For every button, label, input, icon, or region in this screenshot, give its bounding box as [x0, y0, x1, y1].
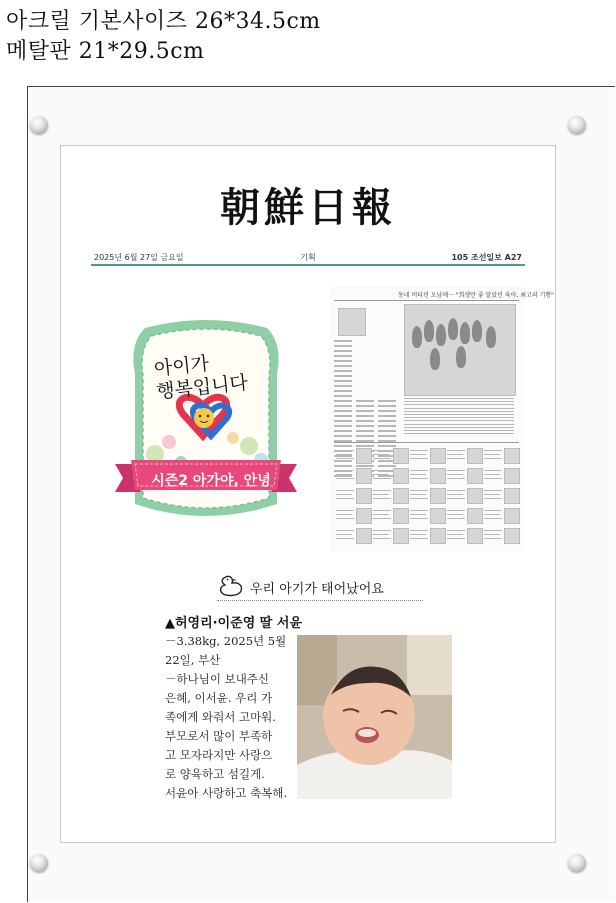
screw-icon	[568, 116, 586, 134]
mini-text-line	[334, 395, 352, 397]
birth-entry-text	[165, 632, 295, 803]
mini-person-icon	[430, 348, 440, 370]
badge-frame-icon	[111, 314, 301, 534]
mini-baby-thumbnail	[356, 468, 372, 484]
mini-text-line	[484, 470, 502, 471]
birth-entry-line: 족에게 와줘서 고마워.	[165, 710, 276, 724]
mini-text-line	[334, 445, 352, 447]
metal-plate	[60, 145, 556, 843]
mini-text-line	[336, 450, 354, 451]
mini-text-line	[334, 385, 352, 387]
mini-text-line	[336, 454, 352, 455]
mini-text-line	[410, 494, 426, 495]
mini-text-line	[404, 404, 514, 405]
mini-text-line	[378, 415, 396, 417]
mini-baby-thumbnail	[504, 508, 520, 524]
mini-text-line	[336, 490, 354, 491]
mini-text-line	[334, 400, 352, 402]
mini-baby-thumbnail	[430, 488, 446, 504]
mini-text-line	[410, 458, 428, 459]
mini-text-line	[447, 458, 465, 459]
birth-entry-line: 로 양육하고 섬길게.	[165, 767, 265, 781]
mini-text-line	[447, 450, 465, 451]
mini-text-line	[373, 454, 389, 455]
announcement-divider	[217, 600, 423, 601]
mini-text-line	[334, 430, 352, 432]
mini-text-line	[447, 530, 465, 531]
newspaper-masthead: 朝鮮日報	[220, 184, 396, 231]
mini-text-line	[447, 498, 465, 499]
mini-text-line	[378, 405, 396, 407]
mini-text-line	[336, 538, 354, 539]
screw-icon	[30, 116, 48, 134]
mini-text-line	[484, 514, 500, 515]
mini-text-line	[334, 435, 352, 437]
mini-text-line	[410, 490, 428, 491]
mini-text-line	[356, 445, 374, 447]
mini-text-line	[334, 360, 352, 362]
issue-date: 2025년 6월 27일 금요일	[94, 253, 184, 262]
metal-size-label: 메탈판 21*29.5cm	[6, 39, 205, 64]
mini-text-line	[334, 410, 352, 412]
mini-text-line	[410, 530, 428, 531]
baby-photo-icon	[297, 635, 452, 799]
mini-person-icon	[460, 322, 470, 344]
mini-text-line	[373, 510, 391, 511]
mini-text-line	[484, 534, 500, 535]
mini-text-line	[336, 494, 352, 495]
mini-newspaper-page	[330, 286, 554, 552]
baby-photo	[297, 635, 452, 799]
mini-text-line	[447, 510, 465, 511]
mini-baby-thumbnail	[467, 468, 483, 484]
mini-baby-thumbnail	[430, 528, 446, 544]
mini-text-line	[447, 490, 465, 491]
mini-text-line	[373, 498, 391, 499]
mini-text-line	[356, 405, 374, 407]
mini-person-icon	[472, 320, 482, 342]
mini-text-line	[373, 530, 391, 531]
mini-baby-thumbnail	[467, 508, 483, 524]
mini-text-line	[373, 534, 389, 535]
mini-text-line	[410, 450, 428, 451]
mini-text-line	[356, 410, 374, 412]
mini-text-line	[373, 478, 391, 479]
mini-text-line	[334, 390, 352, 392]
mini-text-line	[336, 530, 354, 531]
mini-text-line	[356, 415, 374, 417]
mini-baby-thumbnail	[356, 508, 372, 524]
mini-baby-thumbnail	[393, 468, 409, 484]
mini-text-line	[336, 470, 354, 471]
mini-baby-thumbnail	[393, 528, 409, 544]
mini-text-line	[334, 380, 352, 382]
mini-text-line	[484, 454, 500, 455]
acrylic-size-label: 아크릴 기본사이즈 26*34.5cm	[6, 9, 321, 34]
birth-entry-line: －3.38kg, 2025년 5월	[165, 634, 287, 648]
mini-text-line	[334, 365, 352, 367]
mini-text-line	[404, 424, 514, 425]
mini-text-line	[373, 518, 391, 519]
mini-baby-thumbnail	[504, 448, 520, 464]
mini-text-line	[336, 534, 352, 535]
mini-text-line	[447, 494, 463, 495]
mini-text-line	[334, 460, 352, 462]
mini-text-line	[334, 375, 352, 377]
mini-text-line	[336, 474, 352, 475]
mini-text-line	[410, 514, 426, 515]
mini-text-line	[373, 458, 391, 459]
mini-text-line	[447, 478, 465, 479]
mini-text-line	[484, 518, 502, 519]
mini-text-line	[447, 518, 465, 519]
mini-text-line	[410, 510, 428, 511]
mini-text-line	[378, 425, 396, 427]
mini-text-line	[378, 430, 396, 432]
mini-text-line	[378, 445, 396, 447]
mini-text-line	[404, 414, 514, 415]
mini-text-line	[334, 475, 352, 477]
mini-rule	[334, 442, 519, 443]
birth-entry-line: 부모로서 많이 부족하	[165, 729, 273, 743]
mini-text-line	[336, 498, 354, 499]
mini-text-line	[447, 454, 463, 455]
mini-text-line	[334, 415, 352, 417]
mini-text-line	[484, 538, 502, 539]
mini-text-line	[447, 474, 463, 475]
mini-text-line	[356, 420, 374, 422]
mini-text-line	[484, 490, 502, 491]
section-name: 기획	[300, 253, 316, 262]
birth-entry-line: 은혜, 이서윤. 우리 가	[165, 691, 273, 705]
mini-text-line	[336, 458, 354, 459]
mini-text-line	[334, 405, 352, 407]
mini-text-line	[410, 474, 426, 475]
mini-text-line	[484, 494, 500, 495]
mini-text-line	[373, 514, 389, 515]
mini-text-line	[484, 458, 502, 459]
mini-text-line	[334, 420, 352, 422]
mini-text-line	[356, 465, 374, 467]
mini-baby-thumbnail	[467, 528, 483, 544]
mini-baby-thumbnail	[430, 448, 446, 464]
mini-text-line	[484, 498, 502, 499]
birth-entry-line: 22일, 부산	[165, 653, 221, 667]
mini-text-line	[410, 454, 426, 455]
mini-person-icon	[436, 324, 446, 346]
mini-text-line	[410, 498, 428, 499]
mini-text-line	[404, 433, 514, 434]
mini-text-line	[447, 514, 463, 515]
mini-text-line	[373, 470, 391, 471]
mini-text-line	[334, 345, 352, 347]
mini-text-line	[404, 417, 514, 418]
screw-icon	[30, 854, 48, 872]
birth-entry-line: 고 모자라지만 사랑으	[165, 748, 273, 762]
mini-text-line	[484, 450, 502, 451]
birth-entry-line: －하나님이 보내주신	[165, 672, 270, 686]
mini-text-line	[334, 370, 352, 372]
mini-text-line	[356, 425, 374, 427]
campaign-badge	[111, 314, 281, 534]
mini-person-icon	[412, 326, 422, 348]
mini-text-line	[447, 470, 465, 471]
dateline	[91, 250, 525, 266]
mini-headline: 동네 비타민 오남매··· "희생만 좋 알았던 육아, 최고의 기쁨"	[398, 292, 554, 299]
mini-person-icon	[448, 318, 458, 340]
mini-baby-thumbnail	[393, 448, 409, 464]
mini-text-line	[373, 450, 391, 451]
mini-text-line	[404, 401, 514, 402]
mini-text-line	[404, 411, 514, 412]
mini-text-line	[334, 355, 352, 357]
mini-text-line	[373, 494, 389, 495]
mini-text-line	[378, 410, 396, 412]
badge-title-line1: 아이가	[152, 352, 210, 381]
mini-text-line	[410, 534, 426, 535]
mini-baby-thumbnail	[393, 508, 409, 524]
mini-text-line	[404, 427, 514, 428]
mini-text-line	[484, 530, 502, 531]
page-number: 105 조선일보 A27	[451, 253, 522, 262]
mini-person-icon	[424, 320, 434, 342]
mini-text-line	[404, 420, 514, 421]
mini-text-line	[447, 538, 465, 539]
mini-baby-thumbnail	[504, 488, 520, 504]
mini-text-line	[378, 465, 396, 467]
mini-text-line	[373, 474, 389, 475]
mini-thumbnail	[338, 308, 366, 336]
mini-baby-thumbnail	[504, 528, 520, 544]
mini-baby-thumbnail	[430, 508, 446, 524]
mini-text-line	[484, 474, 500, 475]
mini-text-line	[334, 425, 352, 427]
mini-text-line	[404, 430, 514, 431]
mini-person-icon	[456, 346, 466, 368]
mini-text-line	[378, 420, 396, 422]
mini-baby-thumbnail	[467, 488, 483, 504]
mini-text-line	[484, 510, 502, 511]
duck-icon	[216, 574, 244, 598]
mini-text-line	[378, 435, 396, 437]
mini-text-line	[336, 518, 354, 519]
mini-text-line	[356, 400, 374, 402]
badge-ribbon-text: 시즌2 아가야, 안녕	[151, 473, 271, 489]
mini-text-line	[410, 478, 428, 479]
mini-text-line	[336, 514, 352, 515]
mini-text-line	[356, 435, 374, 437]
mini-baby-thumbnail	[393, 488, 409, 504]
mini-text-line	[484, 478, 502, 479]
mini-text-line	[334, 340, 352, 342]
mini-baby-thumbnail	[356, 448, 372, 464]
birth-entry-name: ▲허영리·이준영 딸 서윤	[165, 616, 303, 631]
mini-text-line	[334, 350, 352, 352]
mini-text-line	[410, 470, 428, 471]
mini-text-line	[334, 455, 352, 457]
screw-icon	[568, 854, 586, 872]
mini-text-line	[404, 408, 514, 409]
announcement-title: 우리 아기가 태어났어요	[250, 582, 384, 597]
birth-entry-line: 서윤아 사랑하고 축복해.	[165, 786, 288, 800]
mini-baby-thumbnail	[467, 448, 483, 464]
mini-text-line	[378, 400, 396, 402]
mini-rule	[334, 300, 519, 301]
mini-text-line	[410, 518, 428, 519]
badge-title-line2: 행복입니다	[155, 371, 249, 404]
mini-text-line	[356, 430, 374, 432]
mini-text-line	[336, 510, 354, 511]
mini-text-line	[336, 478, 354, 479]
mini-text-line	[404, 398, 514, 399]
mini-person-icon	[486, 326, 496, 348]
mini-baby-thumbnail	[430, 468, 446, 484]
mini-baby-thumbnail	[504, 468, 520, 484]
mini-text-line	[410, 538, 428, 539]
mini-text-line	[447, 534, 463, 535]
mini-baby-thumbnail	[356, 528, 372, 544]
mini-text-line	[334, 465, 352, 467]
mini-text-line	[373, 490, 391, 491]
mini-baby-thumbnail	[356, 488, 372, 504]
mini-text-line	[373, 538, 391, 539]
